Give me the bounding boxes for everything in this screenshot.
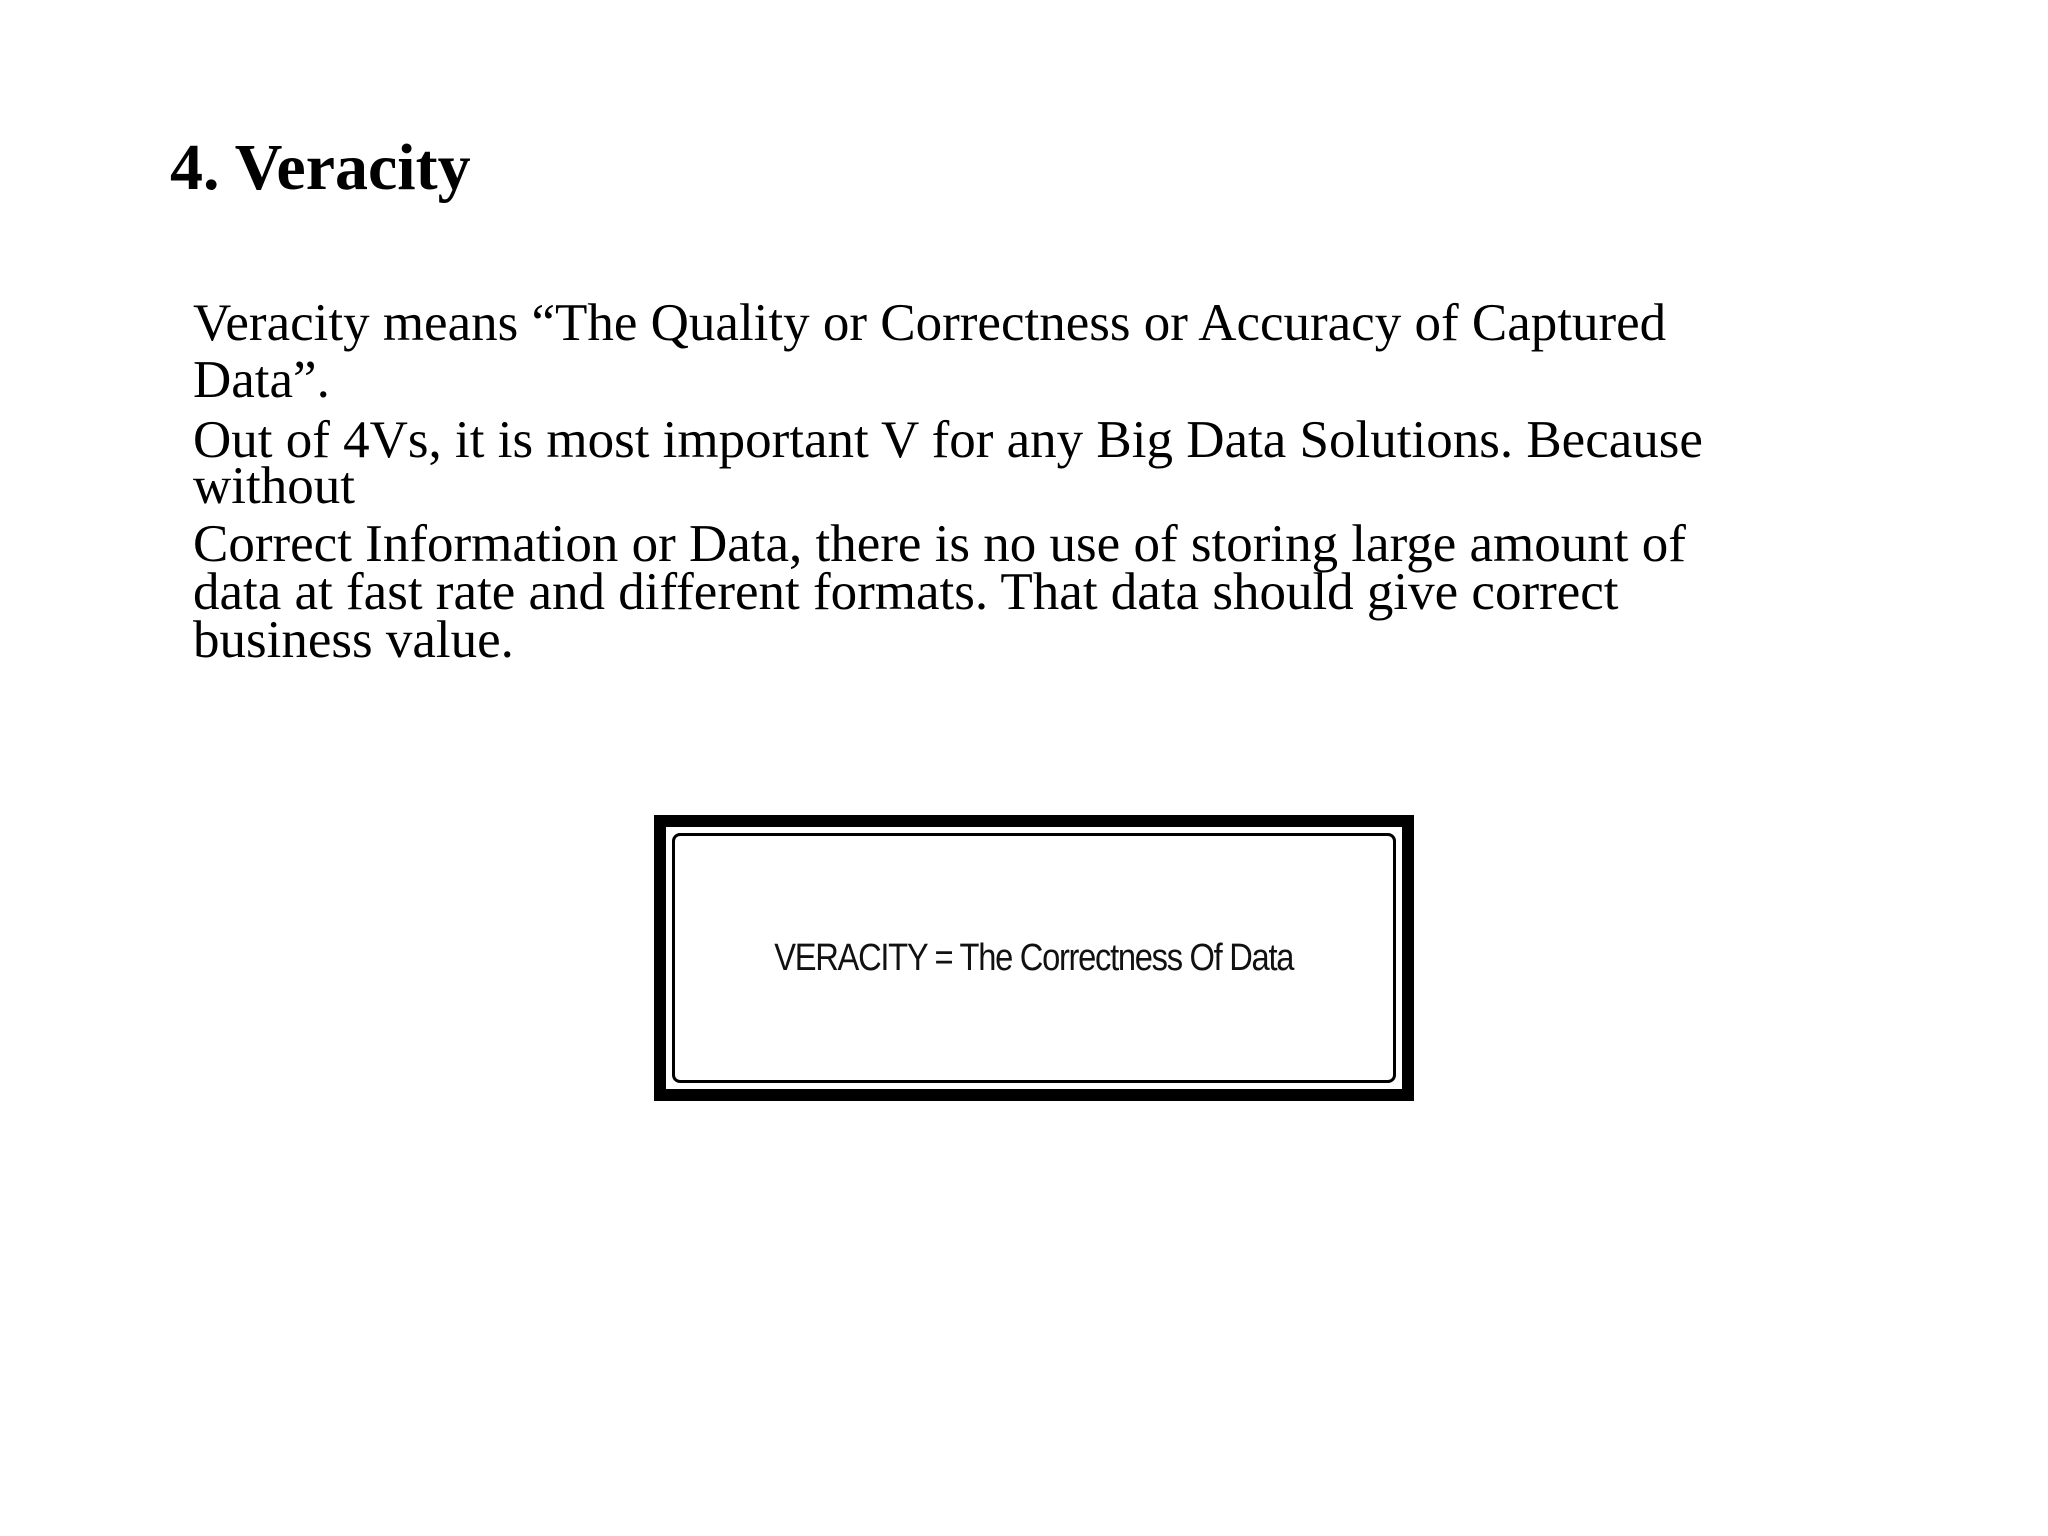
body-line: without [193, 457, 355, 515]
slide-title: 4. Veracity [170, 131, 471, 204]
body-line: data at fast rate and different formats. That data should give correct [193, 563, 1619, 621]
body-line: Veracity means “The Quality or Correctness or Accuracy of Captured [193, 294, 1667, 352]
definition-callout-box [654, 815, 1414, 1101]
body-line: business value. [193, 611, 514, 669]
body-line: Correct Information or Data, there is no use of storing large amount of [193, 515, 1686, 573]
definition-callout-text: VERACITY = The Correctness Of Data [774, 936, 1294, 979]
body-paragraph [193, 292, 1873, 669]
definition-callout-inner-frame [672, 833, 1396, 1083]
body-line: Out of 4Vs, it is most important V for any Big Data Solutions. Because [193, 411, 1703, 469]
body-line: Data”. [193, 351, 330, 409]
